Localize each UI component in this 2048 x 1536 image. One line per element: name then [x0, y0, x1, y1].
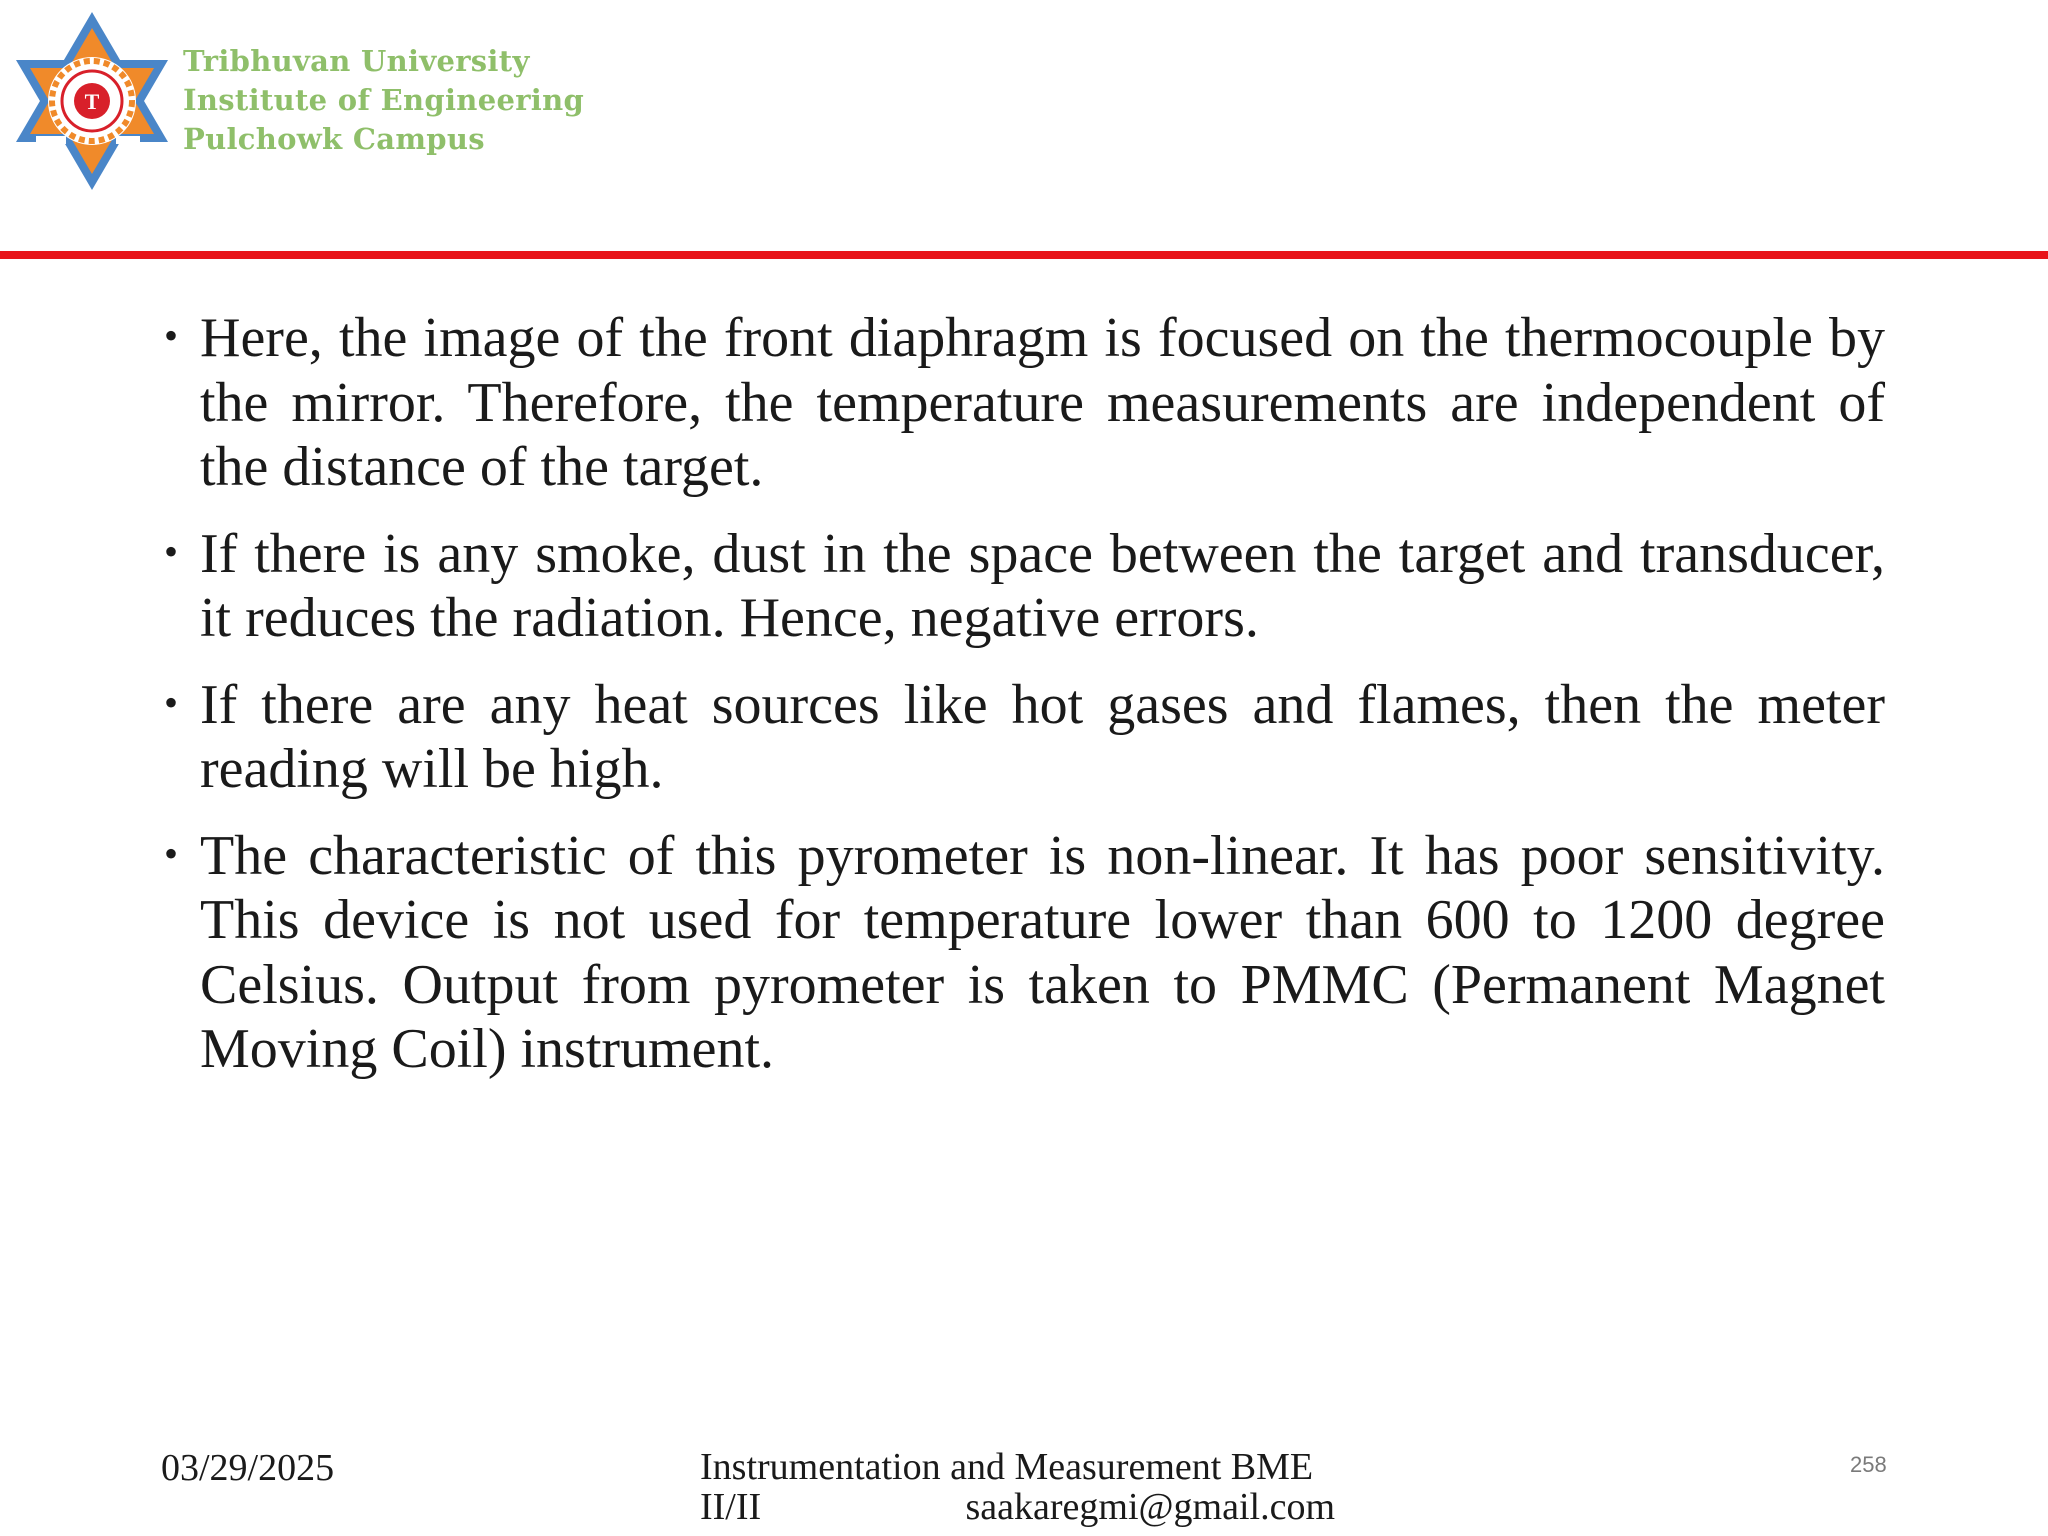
footer-course-title: Instrumentation and Measurement BME: [700, 1446, 1314, 1488]
bullet-text: The characteristic of this pyrometer is non-linear. It has poor sensitivity. This device is not used for temperature lower than 600 to 1200 degree Celsius. Output from pyrometer is taken to PMMC (Permanent Magnet Moving Coil) instrument.: [200, 824, 1885, 1080]
bullet-dot-icon: •: [164, 830, 179, 876]
bullet-text: If there is any smoke, dust in the space between the target and transducer, it reduces the radiation. Hence, negative errors.: [200, 522, 1885, 649]
tribhuvan-emblem-icon: [12, 12, 172, 190]
institution-line-university: Tribhuvan University: [183, 44, 530, 78]
institution-name: [183, 42, 584, 159]
footer-course: [700, 1447, 1335, 1527]
footer-date: 03/29/2025: [161, 1447, 335, 1489]
footer-email: saakaregmi@gmail.com: [965, 1486, 1335, 1528]
footer-semester: II/II: [700, 1486, 762, 1528]
footer-course-line2: [700, 1487, 1335, 1527]
bullet-text: Here, the image of the front diaphragm is focused on the thermocouple by the mirror. Therefore, the temperature measurements are independent of the distance of the target.: [200, 307, 1885, 498]
bullet-item: [160, 522, 1885, 651]
institution-line-campus: Pulchowk Campus: [183, 122, 485, 156]
bullet-dot-icon: •: [164, 313, 179, 358]
bullet-item: [160, 306, 1885, 500]
slide-body: [160, 306, 1885, 1104]
bullet-item: [160, 673, 1885, 802]
bullet-item: [160, 824, 1885, 1082]
bullet-dot-icon: •: [164, 528, 179, 574]
bullet-dot-icon: •: [164, 679, 179, 725]
university-logo: [12, 12, 172, 190]
bullet-text: If there are any heat sources like hot gases and flames, then the meter reading will be high.: [200, 673, 1885, 800]
slide-number: 258: [1850, 1452, 1887, 1477]
header-divider: [0, 251, 2048, 259]
svg-text:T: T: [84, 89, 100, 114]
institution-line-institute: Institute of Engineering: [183, 83, 585, 117]
